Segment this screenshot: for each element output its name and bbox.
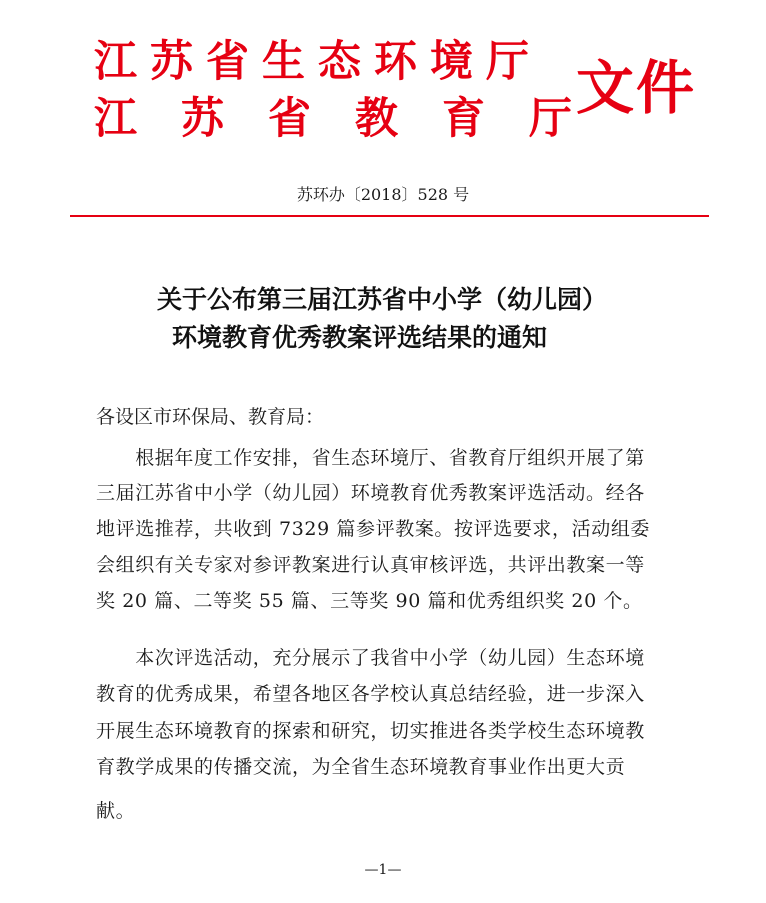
body-line: 育教学成果的传播交流，为全省生态环境教育事业作出更大贡 — [96, 756, 626, 778]
header-divider — [70, 215, 709, 217]
salutation: 各设区市环保局、教育局： — [96, 406, 325, 428]
document-label: 文件 — [576, 54, 697, 122]
body-line: 根据年度工作安排，省生态环境厅、省教育厅组织开展了第 — [96, 447, 645, 469]
body-line: 献。 — [96, 800, 136, 822]
body-line: 奖 20 篇、二等奖 55 篇、三等奖 90 篇和优秀组织奖 20 个。 — [96, 590, 643, 612]
issuer-name-environment: 江苏省生态环境厅 — [94, 37, 542, 87]
body-line: 地评选推荐，共收到 7329 篇参评教案。按评选要求，活动组委 — [96, 518, 651, 540]
body-line: 三届江苏省中小学（幼儿园）环境教育优秀教案评选活动。经各 — [96, 482, 645, 504]
document-title-line-2: 环境教育优秀教案评选结果的通知 — [172, 323, 548, 352]
body-line: 本次评选活动，充分展示了我省中小学（幼儿园）生态环境 — [96, 647, 645, 669]
document-number: 苏环办〔2018〕528 号 — [296, 185, 470, 204]
issuer-name-education: 江苏省教育厅 — [94, 94, 616, 144]
body-line: 教育的优秀成果，希望各地区各学校认真总结经验，进一步深入 — [96, 683, 645, 705]
body-line: 开展生态环境教育的探索和研究，切实推进各类学校生态环境教 — [96, 720, 645, 742]
document-title-line-1: 关于公布第三届江苏省中小学（幼儿园） — [157, 285, 608, 314]
body-line: 会组织有关专家对参评教案进行认真审核评选，共评出教案一等 — [96, 554, 645, 576]
page-number: —1— — [364, 862, 402, 878]
